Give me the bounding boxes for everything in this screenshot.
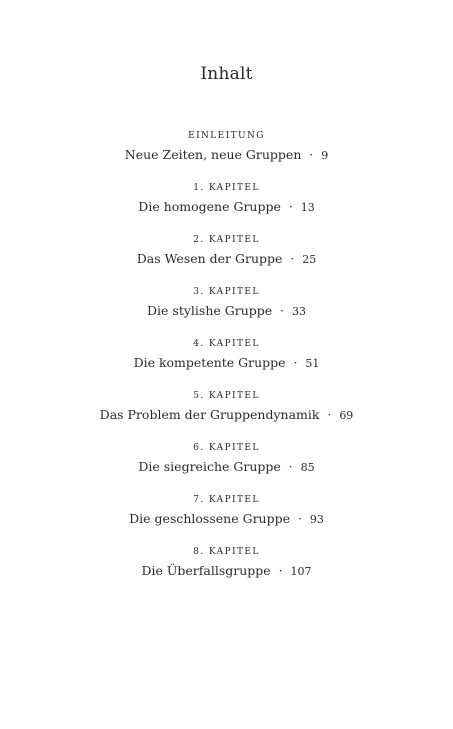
chapter-label: 2. KAPITEL: [193, 235, 260, 245]
toc-entry[interactable]: [0, 390, 453, 424]
chapter-label: 3. KAPITEL: [193, 287, 260, 297]
separator-dot: ·: [309, 148, 314, 162]
toc-entry[interactable]: [0, 546, 453, 580]
toc-entry[interactable]: [0, 338, 453, 372]
separator-dot: ·: [288, 200, 293, 214]
chapter-line: [0, 302, 453, 320]
page-number: 51: [305, 357, 320, 370]
page-number: 107: [290, 565, 312, 578]
toc-entry[interactable]: [0, 494, 453, 528]
chapter-line: [0, 458, 453, 476]
chapter-line: [0, 406, 453, 424]
chapter-label: 4. KAPITEL: [193, 339, 260, 349]
chapter-title: Die siegreiche Gruppe: [138, 459, 281, 474]
chapter-title: Die stylishe Gruppe: [147, 303, 273, 318]
toc-entry[interactable]: [0, 182, 453, 216]
chapter-line: [0, 250, 453, 268]
chapter-label: 5. KAPITEL: [193, 391, 260, 401]
page-number: 85: [300, 461, 315, 474]
separator-dot: ·: [280, 304, 284, 318]
separator-dot: ·: [327, 408, 332, 422]
page-number: 69: [339, 409, 354, 422]
chapter-line: [0, 562, 453, 580]
chapter-label: 7. KAPITEL: [193, 495, 260, 505]
toc-entry[interactable]: [0, 442, 453, 476]
page-number: 93: [309, 513, 324, 526]
chapter-label: EINLEITUNG: [188, 131, 265, 141]
page-title: Inhalt: [200, 64, 253, 84]
chapter-title: Die geschlossene Gruppe: [129, 511, 290, 526]
chapter-label: 6. KAPITEL: [193, 443, 260, 453]
page-number: 9: [321, 149, 329, 162]
chapter-line: [0, 354, 453, 372]
chapter-label: 1. KAPITEL: [193, 183, 260, 193]
chapter-line: [0, 146, 453, 164]
page-number: 13: [300, 201, 315, 214]
toc-entry[interactable]: [0, 286, 453, 320]
separator-dot: ·: [288, 460, 293, 474]
separator-dot: ·: [290, 252, 295, 266]
chapter-title: Die Überfallsgruppe: [141, 563, 271, 578]
separator-dot: ·: [293, 356, 298, 370]
chapter-title: Das Problem der Gruppendynamik: [99, 407, 320, 422]
toc-entry[interactable]: [0, 130, 453, 164]
chapter-line: [0, 510, 453, 528]
chapter-line: [0, 198, 453, 216]
chapter-label: 8. KAPITEL: [193, 547, 260, 557]
toc-entry[interactable]: [0, 234, 453, 268]
separator-dot: ·: [298, 512, 302, 526]
chapter-title: Die homogene Gruppe: [138, 199, 281, 214]
page-number: 33: [291, 305, 306, 318]
chapter-title: Neue Zeiten, neue Gruppen: [124, 147, 302, 162]
separator-dot: ·: [278, 564, 283, 578]
chapter-title: Das Wesen der Gruppe: [136, 251, 283, 266]
page-number: 25: [302, 253, 317, 266]
chapter-title: Die kompetente Gruppe: [133, 355, 286, 370]
